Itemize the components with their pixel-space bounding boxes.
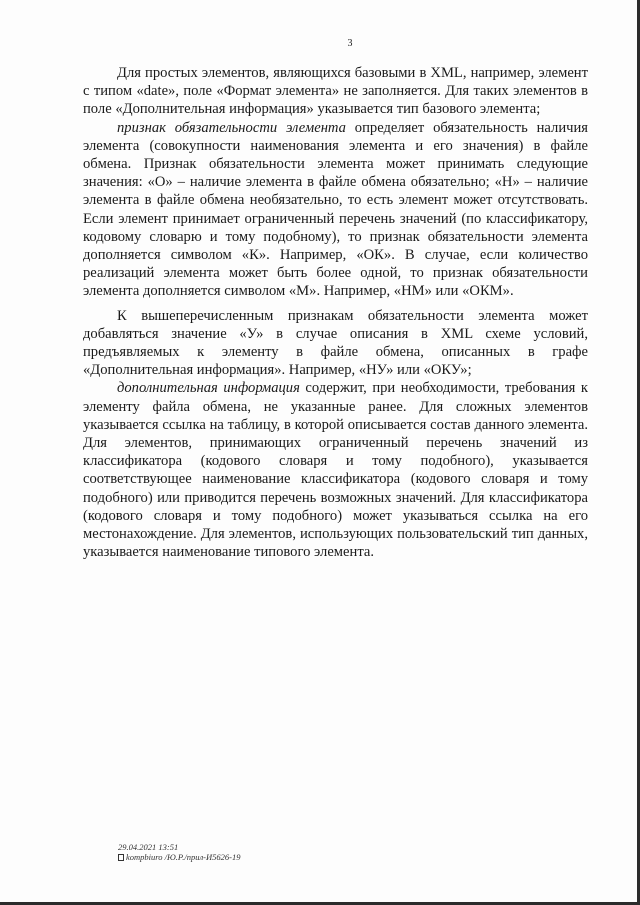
paragraph-text: К вышеперечисленным признакам обязательности элемента может добавляться значение «У» в случае описания в XML схеме условий, предъявляемых к элементу в файле обмена, описанных в графе «Дополнительная информация». Например, «НУ» или «ОКУ»; [83,307,588,379]
document-icon [118,854,124,861]
paragraph-mandatory-flag [83,119,588,301]
paragraph-additional-info [83,379,588,561]
paragraph-conditional-flag [83,307,588,380]
paragraph-text: содержит, при необходимости, требования к элементу файла обмена, не указанные ранее. Для сложных элементов указывается ссылка на таблицу, в которой описывается состав данного элемента. Для элементов, принимающих ограниченный перечень значений из классификатора (кодового словаря и тому подобного), указывается соответствующее наименование классификатора (кодового словаря и тому подобного) или приводится перечень возможных значений. Для классификатора (кодового словаря и тому подобного) может указываться ссылка на его местонахождение. Для элементов, использующих пользовательский тип данных, указывается наименование типового элемента. [83,380,589,561]
page-number: 3 [347,38,353,49]
paragraph-text: определяет обязательность наличия элемента (совокупности наименования элемента и его значения) в файле обмена. Признак обязательности элемента может принимать следующие значения: «О» – наличие элемента в файле обмена обязательно; «Н» – наличие элемента в файле обмена необязательно, то есть элемент может отсутствовать. Если элемент принимает ограниченный перечень значений (по классификатору, кодовому словарю и тому подобному), то признак обязательности элемента дополняется символом «К». Например, «ОК». В случае, если количество реализаций элемента может быть более одной, то признак обязательности элемента дополняется символом «М». Например, «НМ» или «ОКМ». [83,119,588,300]
paragraph-text: Для простых элементов, являющихся базовыми в XML, например, элемент с типом «date», поле «Формат элемента» не заполняется. Для таких элементов в поле «Дополнительная информация» указывается тип базового элемента; [83,65,588,118]
footer-document-ref: kompbiuro /Ю.Р./прил-И5626-19 [126,852,241,862]
paragraph-term: признак обязательности элемента [117,119,346,136]
footer [118,842,240,862]
body-text [83,64,588,561]
paragraph-term: дополнительная информация [117,380,300,397]
paragraph-base-types [83,64,588,119]
footer-ref-row [118,852,240,862]
footer-timestamp-row [118,842,240,852]
footer-timestamp: 29.04.2021 13:51 [118,842,179,852]
